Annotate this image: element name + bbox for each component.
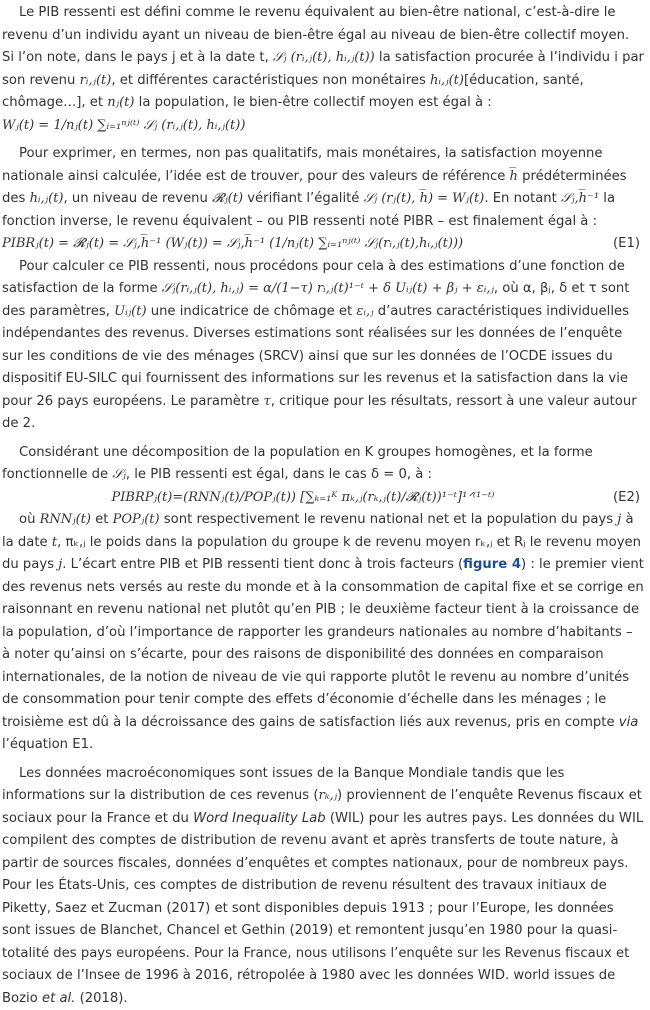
math-inline: t (52, 535, 57, 550)
text: où (19, 512, 40, 527)
math-inline: h̅ (510, 169, 518, 184)
text: , critique pour les résultats, ressort à une valeur autour de 2. (2, 394, 637, 432)
text: l’équation E1. (2, 737, 93, 752)
equation-e1 (2, 233, 644, 256)
math-inline: 𝒮ⱼ (rᵢ,ⱼ(t), hᵢ,ⱼ(t)) (273, 50, 375, 65)
paragraph-1 (2, 2, 644, 115)
equation-e2 (2, 487, 644, 510)
equation-number: (E2) (613, 487, 640, 510)
math-inline: 𝒮ⱼ,h̅⁻¹ (561, 191, 599, 206)
math-inline: j (617, 512, 621, 527)
text: , le PIB ressenti est égal, dans le cas δ = 0, à : (126, 467, 432, 482)
text: d’autres caractéristiques individuelles indépendantes des revenus. Diverses estimations sont réalisées sur les données de l’enquête sur les conditions de vie des ménages (SRCV) ainsi que sur les données de l’OCDE issues du dispositif EU-SILC qui fournissent des informations sur les revenus et la satisfaction dans la vie pour 26 pays européens. Le paramètre (2, 304, 629, 409)
math-inline: hᵢ,ⱼ(t) (30, 191, 64, 206)
text: la population, le bien-être collectif moyen est égal à : (134, 95, 491, 110)
text: et (91, 512, 113, 527)
text-italic: Word Inequality Lab (193, 811, 326, 826)
text: à la date (2, 512, 634, 550)
math-inline: rᵢ,ⱼ(t) (80, 73, 112, 88)
math-inline: nⱼ(t) (107, 95, 134, 110)
math-inline: hᵢ,ⱼ(t) (430, 73, 464, 88)
text: une indicatrice de chômage et (147, 304, 357, 319)
text: Les données macroéconomiques sont issues de la Banque Mondiale tandis que les informations sur la distribution de ces revenus ( (2, 766, 564, 804)
text: prédéterminées des (2, 169, 627, 207)
paragraph-4 (2, 442, 644, 487)
paragraph-6 (2, 763, 644, 1010)
equation-number: (E1) (613, 233, 640, 256)
math-inline: εᵢ,ⱼ (356, 304, 373, 319)
paragraph-3 (2, 256, 644, 436)
text: , πₖ,ⱼ le poids dans la population du groupe k de revenu moyen rₖ,ⱼ et Rⱼ le revenu moyen du pays (2, 535, 641, 573)
text: , où α, βⱼ, δ et τ sont des paramètres, (2, 281, 629, 319)
math-inline: POPⱼ(t) (113, 512, 160, 527)
math-inline: 𝒮ⱼ(rᵢ,ⱼ(t), hᵢ,ⱼ) = α/(1−τ) rᵢ,ⱼ(t)¹⁻ᵗ + δ Uᵢⱼ(t) + βⱼ + εᵢ,ⱼ (162, 281, 494, 296)
equation-text: PIBRⱼ(t) = 𝓡ⱼ(t) = 𝒮ⱼ,h̅⁻¹ (Wⱼ(t)) = 𝒮ⱼ,h̅⁻¹ (1/nⱼ(t) ∑ᵢ₌₁ⁿʲ⁽ᵗ⁾ 𝒮ⱼ(rᵢ,ⱼ(t),hᵢ,ⱼ(t))) (2, 236, 463, 251)
text: . En notant (484, 191, 561, 206)
text-italic: et al. (42, 991, 75, 1006)
paragraph-2 (2, 143, 644, 233)
math-inline: 𝓡ⱼ(t) (212, 191, 243, 206)
figure-4-link[interactable]: figure 4 (463, 557, 521, 572)
equation-welfare (2, 115, 644, 138)
text-italic: via (619, 715, 639, 730)
text: la fonction inverse, le revenu équivalent – ou PIB ressenti noté PIBR – est finalement égal à : (2, 191, 615, 229)
math-inline: j (58, 557, 62, 572)
text: sont respectivement le revenu national net et la population du pays (160, 512, 618, 527)
equation-text: Wⱼ(t) = 1/nⱼ(t) ∑ᵢ₌₁ⁿʲ⁽ᵗ⁾ 𝒮ⱼ (rᵢ,ⱼ(t), hᵢ,ⱼ(t)) (2, 118, 245, 133)
math-inline: 𝒮ⱼ (112, 467, 126, 482)
text: vérifiant l’égalité (243, 191, 364, 206)
text: la satisfaction procurée à l’individu i par son revenu (2, 50, 644, 88)
math-inline: τ (264, 394, 271, 409)
paragraph-5 (2, 509, 644, 757)
text: . L’écart entre PIB et PIB ressenti tient donc à trois facteurs ( (62, 557, 463, 572)
math-inline: Uᵢⱼ(t) (114, 304, 146, 319)
text: Le PIB ressenti est défini comme le revenu équivalent au bien-être national, c’est-à-dire le revenu d’un individu ayant un niveau de bien-être égal au niveau de bien-être collectif moyen. Si l’on note, dans le pays j et à la date t, (2, 5, 629, 65)
math-inline: RNNⱼ(t) (40, 512, 91, 527)
text: ) proviennent de l’enquête Revenus fiscaux et sociaux pour la France et du (2, 788, 642, 826)
text: Pour exprimer, en termes, non pas qualitatifs, mais monétaires, la satisfaction moyenne nationale ainsi calculée, l’idée est de trouver, pour des valeurs de référence (2, 146, 603, 184)
equation-text: PIBRPⱼ(t)=(RNNⱼ(t)/POPⱼ(t)) [∑ₖ₌₁ᴷ πₖ,ⱼ(rₖ,ⱼ(t)/𝓡ⱼ(t))¹⁻ᵗ]¹ᐟ⁽¹⁻ᵗ⁾ (112, 490, 495, 505)
text: [éducation, santé, chômage…], et (2, 73, 584, 111)
text: , un niveau de revenu (63, 191, 212, 206)
text: ) : le premier vient des revenus nets versés au reste du monde et à la consommation de capital fixe et se corrige en raisonnant en revenu national net plutôt qu’en PIB ; le deuxième facteur tient à la croissance de la population, d’où l’importance de rapporter les grandeurs nationales au nombre d’habitants – à noter qu’ainsi on s’écarte, pour des raisons de disponibilité des données en comparaison internationales, de la notion de niveau de vie qui rapporte plutôt le revenu au nombre d’unités de consommation pour tenir compte des effets d’économie d’échelle dans les ménages ; le troisième est dû à la décroissance des gains de satisfaction liés aux revenus, pris en compte (2, 557, 644, 730)
text: Pour calculer ce PIB ressenti, nous procédons pour cela à des estimations d’une fonction de satisfaction de la forme (2, 259, 625, 297)
math-inline: 𝒮ⱼ (rⱼ(t), h̅) = Wⱼ(t) (364, 191, 485, 206)
text: , et différentes caractéristiques non monétaires (111, 73, 430, 88)
text: (WIL) pour les autres pays. Les données du WIL compilent des comptes de distribution de revenu avant et après transferts de toute nature, à partir de sources fiscales, données d’enquêtes et comptes nationaux, pour de nombreux pays. Pour les États-Unis, ces comptes de distribution de revenu résultent des travaux initiaux de Piketty, Saez et Zucman (2017) et sont disponibles depuis 1913 ; pour l’Europe, les données sont issues de Blanchet, Chancel et Gethin (2019) et remontent jusqu’en 1980 pour la quasi-totalité des pays européens. Pour la France, nous utilisons l’enquête sur les Revenus fiscaux et sociaux de l’Insee de 1996 à 2016, rétropolée à 1980 avec les données WID. world issues de Bozio (2, 811, 643, 1006)
math-inline: rₖ,ⱼ (319, 788, 338, 803)
text: (2018). (75, 991, 127, 1006)
text: Considérant une décomposition de la population en K groupes homogènes, et la forme fonctionnelle de (2, 445, 593, 483)
